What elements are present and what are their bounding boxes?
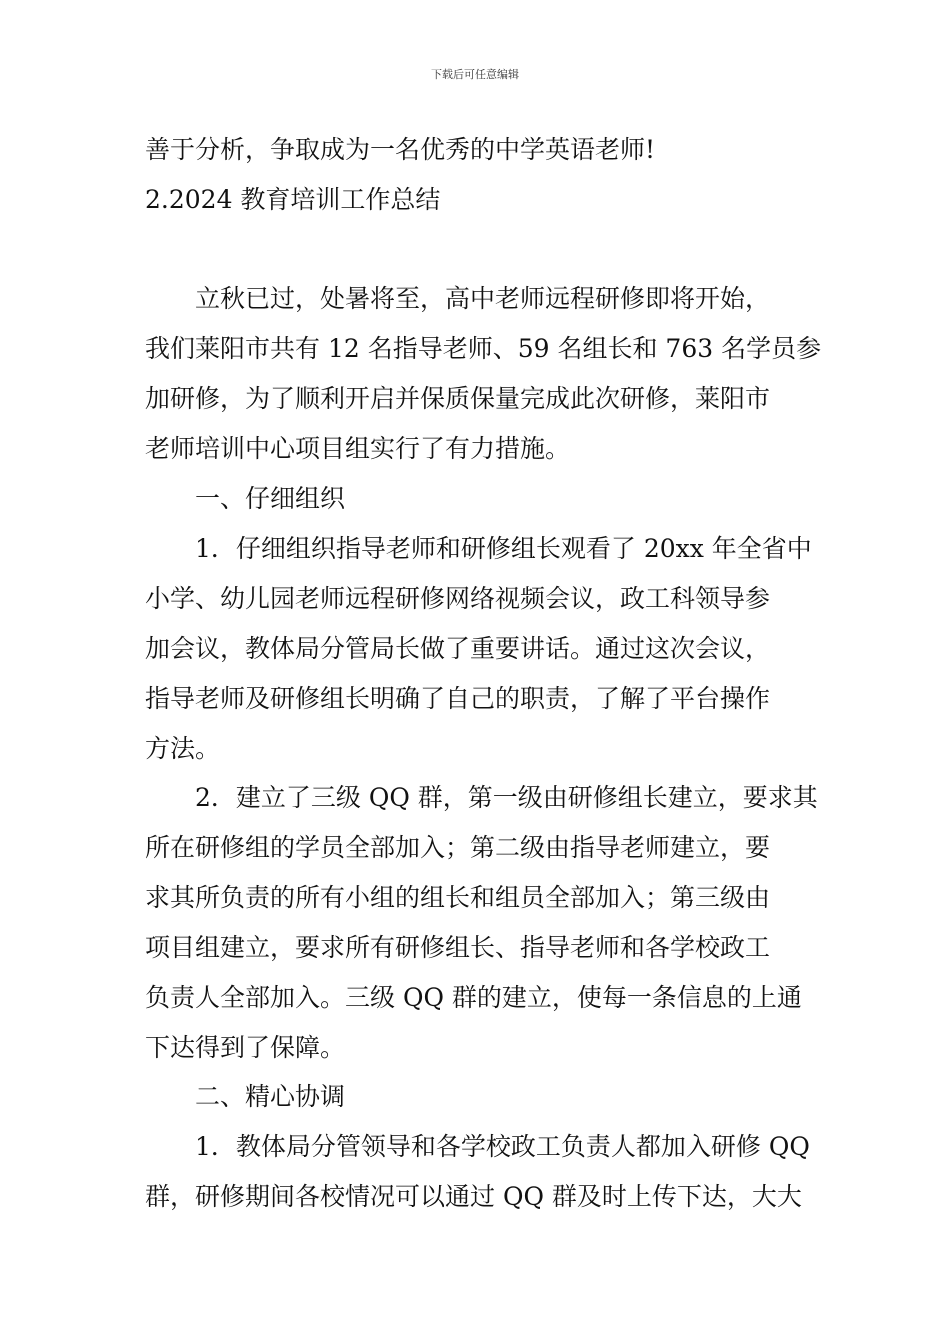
subsection-heading: 二、精心协调 [145, 1082, 346, 1111]
text-line: 善于分析，争取成为一名优秀的中学英语老师! [145, 135, 656, 164]
subsection-heading: 一、仔细组织 [145, 484, 346, 513]
text-line: 所在研修组的学员全部加入；第二级由指导老师建立，要 [145, 833, 771, 862]
text-line: 小学、幼儿园老师远程研修网络视频会议，政工科领导参 [145, 584, 771, 613]
text-line: 老师培训中心项目组实行了有力措施。 [145, 434, 571, 463]
text-line: 方法。 [145, 734, 221, 763]
text-line: 1．仔细组织指导老师和研修组长观看了 20xx 年全省中 [145, 534, 812, 563]
text-line: 我们莱阳市共有 12 名指导老师、59 名组长和 763 名学员参 [145, 334, 822, 363]
text-line: 负责人全部加入。三级 QQ 群的建立，使每一条信息的上通 [145, 983, 802, 1012]
text-line: 2．建立了三级 QQ 群，第一级由研修组长建立，要求其 [145, 783, 818, 812]
text-line: 求其所负责的所有小组的组长和组员全部加入；第三级由 [145, 883, 771, 912]
page-header-note: 下载后可任意编辑 [431, 68, 519, 81]
text-line: 项目组建立，要求所有研修组长、指导老师和各学校政工 [145, 933, 771, 962]
text-line: 下达得到了保障。 [145, 1033, 346, 1062]
text-line: 1．教体局分管领导和各学校政工负责人都加入研修 QQ [145, 1132, 810, 1161]
text-line: 加会议，教体局分管局长做了重要讲话。通过这次会议， [145, 634, 771, 663]
text-line: 指导老师及研修组长明确了自己的职责，了解了平台操作 [145, 684, 771, 713]
text-line: 群，研修期间各校情况可以通过 QQ 群及时上传下达，大大 [145, 1182, 802, 1211]
text-line: 立秋已过，处暑将至，高中老师远程研修即将开始， [145, 284, 771, 313]
section-heading: 2.2024 教育培训工作总结 [145, 185, 441, 214]
text-line: 加研修，为了顺利开启并保质保量完成此次研修，莱阳市 [145, 384, 771, 413]
